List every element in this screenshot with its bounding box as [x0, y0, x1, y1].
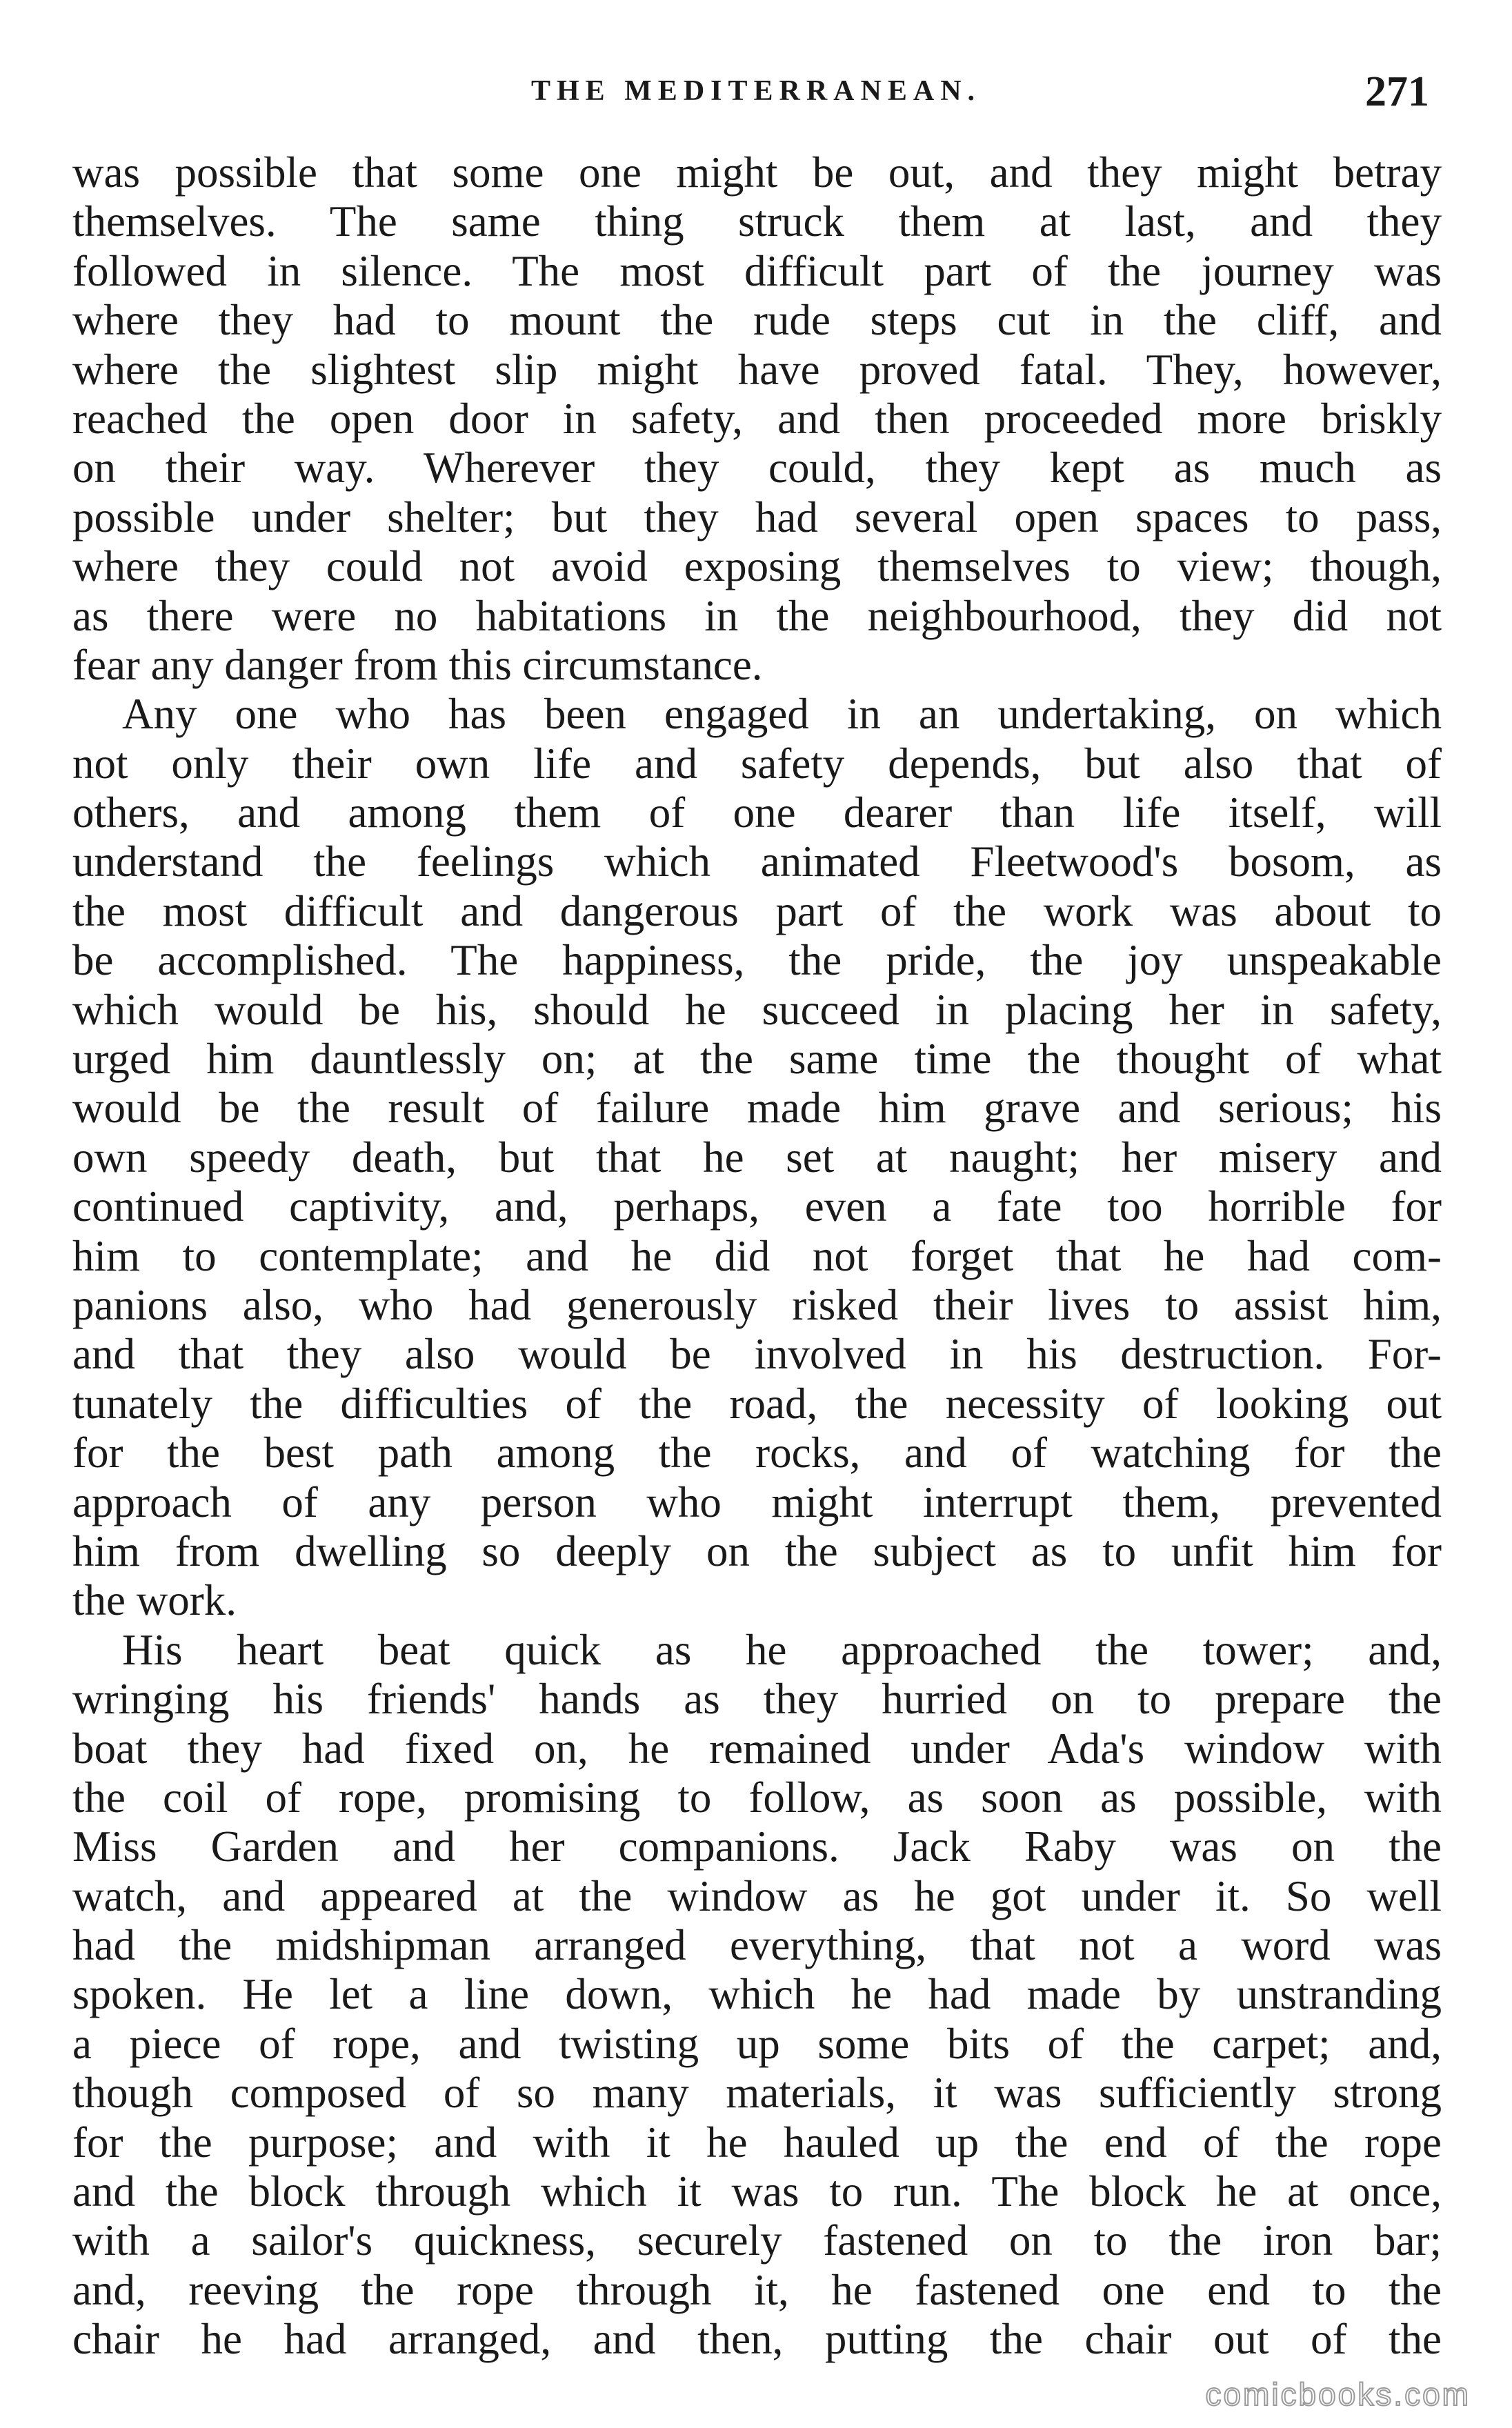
paragraph — [72, 148, 1442, 690]
text-line: and that they also would be involved in his destruction. For- — [72, 1330, 1442, 1379]
text-line: Any one who has been engaged in an undertaking, on which — [122, 690, 1442, 739]
text-line: him to contemplate; and he did not forget that he had com- — [72, 1231, 1442, 1280]
text-line: Miss Garden and her companions. Jack Raby was on the — [72, 1822, 1442, 1871]
text-line: the most difficult and dangerous part of the work was about to — [72, 886, 1442, 935]
text-line: was possible that some one might be out, and they might betray — [72, 148, 1442, 197]
text-line: would be the result of failure made him grave and serious; his — [72, 1084, 1442, 1133]
text-line: approach of any person who might interrupt them, prevented — [72, 1477, 1442, 1526]
text-line: boat they had fixed on, he remained under Ada's window with — [72, 1724, 1442, 1773]
text-line: the coil of rope, promising to follow, as soon as possible, with — [72, 1773, 1442, 1822]
text-line: reached the open door in safety, and then proceeded more briskly — [72, 394, 1442, 443]
text-line: His heart beat quick as he approached the tower; and, — [122, 1625, 1442, 1674]
text-line: with a sailor's quickness, securely fastened on to the iron bar; — [72, 2216, 1442, 2265]
text-line: understand the feelings which animated Fleetwood's bosom, as — [72, 837, 1442, 886]
text-line: others, and among them of one dearer than life itself, will — [72, 788, 1442, 837]
watermark: comicbooks.com — [1205, 2376, 1471, 2412]
text-line: a piece of rope, and twisting up some bits of the carpet; and, — [72, 2019, 1442, 2068]
text-line: and the block through which it was to run. The block he at once, — [72, 2167, 1442, 2216]
page-number: 271 — [1365, 68, 1429, 115]
text-line: where they had to mount the rude steps cut in the cliff, and — [72, 296, 1442, 345]
body-text — [72, 148, 1442, 2365]
text-line: own speedy death, but that he set at naught; her misery and — [72, 1133, 1442, 1182]
text-line: tunately the difficulties of the road, the necessity of looking out — [72, 1379, 1442, 1428]
text-line: panions also, who had generously risked their lives to assist him, — [72, 1280, 1442, 1329]
text-line: watch, and appeared at the window as he got under it. So well — [72, 1871, 1442, 1920]
text-line: which would be his, should he succeed in placing her in safety, — [72, 985, 1442, 1034]
text-line: spoken. He let a line down, which he had made by unstranding — [72, 1970, 1442, 2019]
text-line: possible under shelter; but they had several open spaces to pass, — [72, 492, 1442, 541]
text-line: on their way. Wherever they could, they kept as much as — [72, 444, 1442, 492]
text-line: and, reeving the rope through it, he fastened one end to the — [72, 2265, 1442, 2314]
text-line: where they could not avoid exposing themselves to view; though, — [72, 542, 1442, 591]
text-line: continued captivity, and, perhaps, even a fate too horrible for — [72, 1182, 1442, 1231]
text-line: chair he had arranged, and then, putting the chair out of the — [72, 2315, 1442, 2364]
text-line: the work. — [72, 1576, 237, 1625]
text-line: wringing his friends' hands as they hurried on to prepare the — [72, 1675, 1442, 1724]
text-line: not only their own life and safety depends, but also that of — [72, 739, 1442, 788]
text-line: for the purpose; and with it he hauled up the end of the rope — [72, 2118, 1442, 2167]
paragraph — [72, 1626, 1442, 2365]
text-line: had the midshipman arranged everything, that not a word was — [72, 1921, 1442, 1970]
text-line: though composed of so many materials, it was sufficiently strong — [72, 2069, 1442, 2118]
text-line: fear any danger from this circumstance. — [72, 640, 763, 689]
text-line: where the slightest slip might have proved fatal. They, however, — [72, 345, 1442, 394]
text-line: themselves. The same thing struck them at last, and they — [72, 197, 1442, 246]
text-line: followed in silence. The most difficult part of the journey was — [72, 246, 1442, 295]
running-title: THE MEDITERRANEAN. — [530, 75, 982, 107]
paragraph — [72, 690, 1442, 1625]
text-line: as there were no habitations in the neighbourhood, they did not — [72, 591, 1442, 640]
text-line: for the best path among the rocks, and of watching for the — [72, 1429, 1442, 1477]
text-line: him from dwelling so deeply on the subject as to unfit him for — [72, 1526, 1442, 1575]
text-line: urged him dauntlessly on; at the same time the thought of what — [72, 1035, 1442, 1084]
running-head — [76, 68, 1436, 123]
text-line: be accomplished. The happiness, the pride, the joy unspeakable — [72, 936, 1442, 985]
